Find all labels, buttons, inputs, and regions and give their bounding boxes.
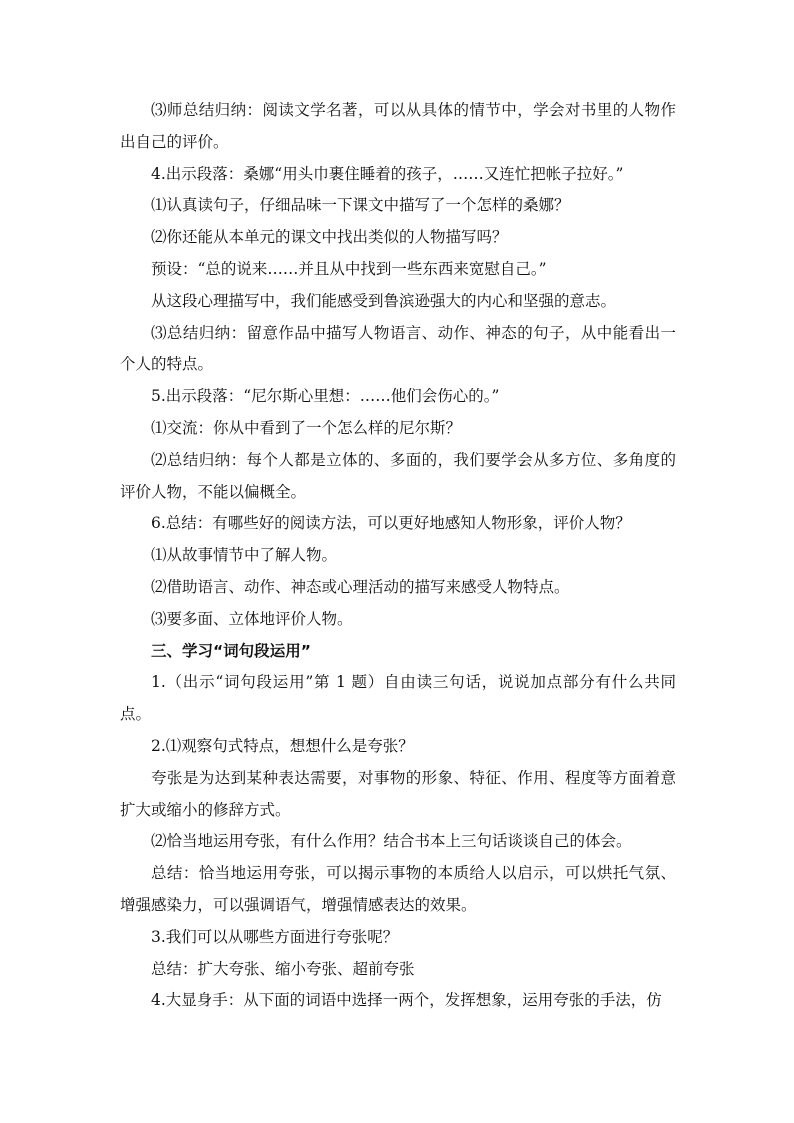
paragraph-summary-multifaceted: ⑵总结归纳：每个人都是立体的、多面的，我们要学会从多方位、多角度的评价人物，不能以偏概全。 (120, 450, 676, 501)
paragraph-exercise-4: 4.大显身手：从下面的词语中选择一两个，发挥想象，运用夸张的手法，仿 (151, 991, 662, 1010)
paragraph-exercise-1: 1.（出示“词句段运用”第 1 题）自由读三句话，说说加点部分有什么共同点。 (120, 673, 676, 724)
paragraph-psychology: 从这段心理描写中，我们能感受到鲁滨逊强大的内心和坚强的意志。 (151, 291, 617, 310)
paragraph-item-5: 5.出示段落：“尼尔斯心里想：……他们会伤心的。” (151, 387, 500, 406)
paragraph-subitem-2: ⑵你还能从本单元的课文中找出类似的人物描写吗？ (151, 228, 508, 247)
paragraph-hyperbole-effect: ⑵恰当地运用夸张，有什么作用？结合书本上三句话谈谈自己的体会。 (151, 832, 632, 851)
paragraph-exercise-2: 2.⑴观察句式特点，想想什么是夸张？ (151, 736, 414, 755)
paragraph-hyperbole-summary: 总结：恰当地运用夸张，可以揭示事物的本质给人以启示，可以烘托气氛、增强感染力，可以强调语气，增强情感表达的效果。 (120, 864, 676, 914)
paragraph-exercise-3: 3.我们可以从哪些方面进行夸张呢？ (151, 927, 399, 946)
paragraph-hyperbole-definition: 夸张是为达到某种表达需要，对事物的形象、特征、作用、程度等方面着意扩大或缩小的修辞方式。 (120, 768, 676, 819)
paragraph-teacher-summary: ⑶师总结归纳：阅读文学名著，可以从具体的情节中，学会对书里的人物作出自己的评价。 (120, 101, 676, 151)
paragraph-method-1: ⑴从故事情节中了解人物。 (151, 546, 338, 565)
paragraph-exchange: ⑴交流：你从中看到了一个怎么样的尼尔斯？ (151, 418, 462, 437)
paragraph-subitem-1: ⑴认真读句子，仔细品味一下课文中描写了一个怎样的桑娜？ (151, 196, 570, 215)
paragraph-method-2: ⑵借助语言、动作、神态或心理活动的描写来感受人物特点。 (151, 577, 570, 596)
paragraph-item-6: 6.总结：有哪些好的阅读方法，可以更好地感知人物形象，评价人物？ (151, 514, 631, 533)
document-body (120, 95, 676, 1017)
section-heading-3: 三、学习“词句段运用” (151, 641, 311, 660)
paragraph-hyperbole-types: 总结：扩大夸张、缩小夸张、超前夸张 (151, 959, 415, 978)
paragraph-method-3: ⑶要多面、立体地评价人物。 (151, 609, 353, 628)
paragraph-preset: 预设：“总的说来……并且从中找到一些东西来宽慰自己。” (151, 259, 547, 278)
paragraph-subitem-3: ⑶总结归纳：留意作品中描写人物语言、动作、神态的句子，从中能看出一个人的特点。 (120, 323, 676, 374)
paragraph-item-4: 4.出示段落：桑娜“用头巾裹住睡着的孩子，……又连忙把帐子拉好。” (151, 164, 624, 183)
